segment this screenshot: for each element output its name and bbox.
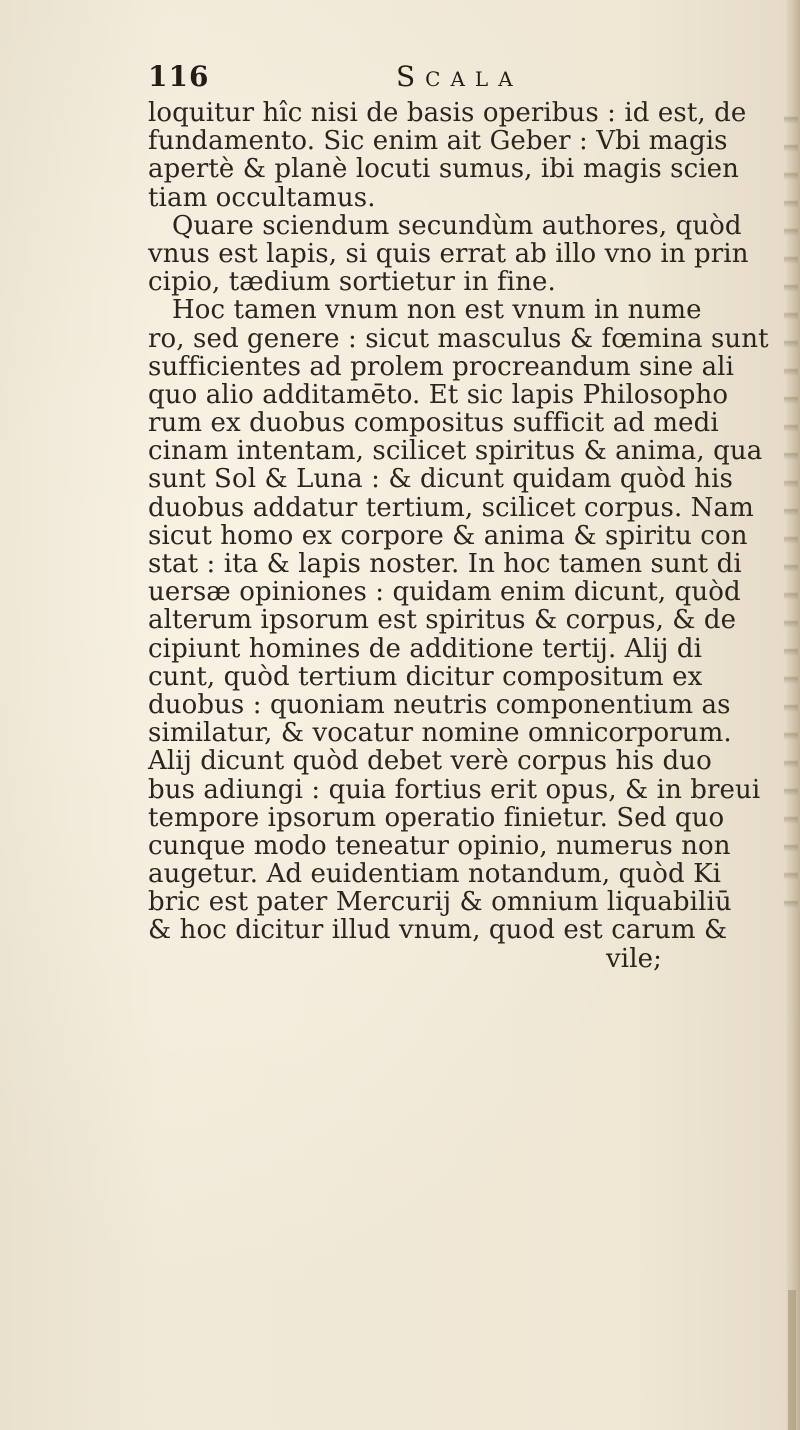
text-line: Hoc tamen vnum non est vnum in nume <box>172 295 702 326</box>
text-line: duobus : quoniam neutris componentium as <box>148 689 731 720</box>
body-text <box>148 99 798 973</box>
text-line: & hoc dicitur illud vnum, quod est carum & <box>148 915 728 946</box>
text-line: augetur. Ad euidentiam notandum, quòd Ki <box>148 859 722 890</box>
text-line: bus adiungi : quia fortius erit opus, & in breui <box>148 774 761 805</box>
text-line: fundamento. Sic enim ait Geber : Vbi magis <box>148 126 728 157</box>
text-line: tiam occultamus. <box>148 182 376 213</box>
text-line: ro, sed genere : sicut masculus & fœmina sunt <box>148 323 769 354</box>
running-head: Scala <box>396 60 523 93</box>
text-line: cipiunt homines de additione tertij. Alij di <box>148 633 703 664</box>
text-line: stat : ita & lapis noster. In hoc tamen sunt di <box>148 549 742 579</box>
text-line: cinam intentam, scilicet spiritus & anima, qua <box>148 436 763 467</box>
text-line: tempore ipsorum operatio finietur. Sed quo <box>148 802 725 833</box>
text-line: sunt Sol & Luna : & dicunt quidam quòd his <box>148 464 733 495</box>
text-line: Quare sciendum secundùm authores, quòd <box>172 210 742 241</box>
text-line: sufficientes ad prolem procreandum sine ali <box>148 351 734 382</box>
text-line: cunt, quòd tertium dicitur compositum ex <box>148 661 703 692</box>
text-line: apertè & planè locuti sumus, ibi magis scien <box>148 154 739 185</box>
text-line: alterum ipsorum est spiritus & corpus, & de <box>148 605 737 636</box>
text-line: similatur, & vocatur nomine omnicorporum. <box>148 718 732 749</box>
text-line: rum ex duobus compositus sufficit ad medi <box>148 408 719 439</box>
text-line: loquitur hîc nisi de basis operibus : id est, de <box>148 98 747 128</box>
text-line: bric est pater Mercurij & omnium liquabiliū <box>148 887 732 918</box>
text-line: cipio, tædium sortietur in fine. <box>148 267 556 298</box>
text-line: quo alio additamēto. Et sic lapis Philosopho <box>148 379 729 410</box>
catchword: vile; <box>606 943 662 974</box>
text-line: vnus est lapis, si quis errat ab illo vno in prin <box>148 238 749 269</box>
page-header <box>148 60 708 100</box>
text-line: sicut homo ex corpore & anima & spiritu con <box>148 520 748 551</box>
page-number: 116 <box>148 60 210 93</box>
text-line: uersæ opiniones : quidam enim dicunt, quòd <box>148 577 741 608</box>
text-line: cunque modo teneatur opinio, numerus non <box>148 830 731 861</box>
text-line: duobus addatur tertium, scilicet corpus. Nam <box>148 492 754 523</box>
text-line: Alij dicunt quòd debet verè corpus his duo <box>148 746 712 777</box>
